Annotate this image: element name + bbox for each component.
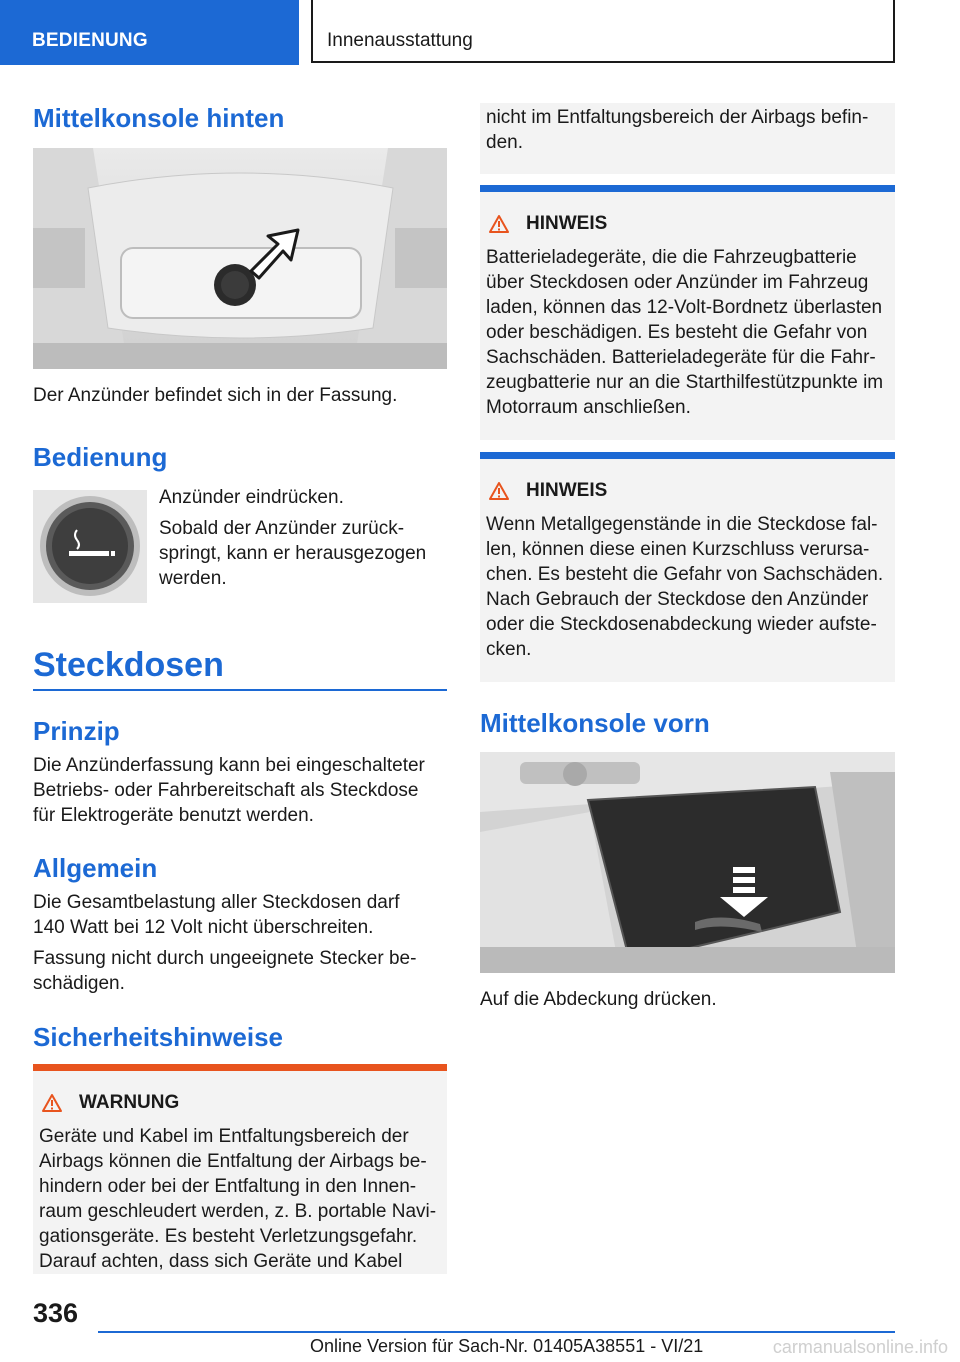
general-line2: 140 Watt bei 12 Volt nicht überschreiten. [33, 917, 374, 938]
heading-general: Allgemein [33, 853, 158, 883]
notice-line: über Steckdosen oder Anzünder im Fahrzeug [486, 272, 869, 293]
warning-line: Darauf achten, dass sich Geräte und Kabel [39, 1251, 403, 1272]
warning-continued-line1: nicht im Entfaltungsbereich der Airbags befin- [486, 107, 869, 128]
operation-step-2-line1: Sobald der Anzünder zurück- [159, 518, 405, 539]
notice-line: Batterieladegeräte, die die Fahrzeugbatterie [486, 247, 857, 268]
header-section-label: BEDIENUNG [32, 30, 148, 51]
notice-header-2 [488, 480, 607, 502]
header-chapter-box [311, 0, 895, 63]
warning-triangle-icon [41, 1093, 63, 1113]
notice-line: oder die Steckdosenabdeckung wieder aufste- [486, 614, 877, 635]
notice-line: Sachschäden. Batterieladegeräte für die Fahr- [486, 347, 876, 368]
front-console-image [480, 752, 895, 973]
warning-triangle-icon [488, 481, 510, 501]
notice-box-2 [480, 452, 895, 682]
warning-box [33, 1064, 447, 1274]
caption-front: Auf die Abdeckung drücken. [480, 989, 717, 1010]
heading-principle: Prinzip [33, 716, 120, 746]
warning-continued-box [480, 103, 895, 174]
footer-version-text: Online Version für Sach-Nr. 01405A38551 - VI/21 [310, 1336, 704, 1356]
warning-line: hindern oder bei der Entfaltung in den Innen- [39, 1176, 417, 1197]
notice-box-1 [480, 185, 895, 440]
warning-continued-line2: den. [486, 132, 523, 153]
notice-line: zeugbatterie nur an die Starthilfestützpunkte im [486, 372, 884, 393]
caption-rear: Der Anzünder befindet sich in der Fassung. [33, 385, 398, 406]
footer-divider [98, 1331, 895, 1333]
warning-title: WARNUNG [79, 1092, 180, 1113]
notice-line: len, können diese einen Kurzschluss verursa- [486, 539, 870, 560]
notice-line: cken. [486, 639, 532, 660]
notice-header-1 [488, 213, 607, 235]
page-number: 336 [33, 1298, 79, 1328]
notice-text-1 [486, 245, 889, 420]
notice-text-2 [486, 512, 889, 662]
warning-line: Geräte und Kabel im Entfaltungsbereich der [39, 1126, 409, 1147]
warning-continued-text [486, 105, 889, 155]
notice-line: laden, können das 12-Volt-Bordnetz überlasten [486, 297, 883, 318]
notice-line: Motorraum anschließen. [486, 397, 691, 418]
general-line1: Die Gesamtbelastung aller Steckdosen darf [33, 892, 400, 913]
general-line3: Fassung nicht durch ungeeignete Stecker be- [33, 948, 417, 969]
operation-text [159, 485, 449, 591]
notice-line: chen. Es besteht die Gefahr von Sachschäden. [486, 564, 884, 585]
principle-line3: für Elektrogeräte benutzt werden. [33, 805, 314, 826]
header-section-tab [0, 0, 299, 65]
heading-operation: Bedienung [33, 442, 168, 472]
principle-text [33, 753, 425, 828]
notice-bar-2 [480, 452, 895, 459]
rear-console-image [33, 148, 447, 369]
operation-step-2-line2: springt, kann er herausgezogen [159, 543, 427, 564]
warning-line: gationsgeräte. Es besteht Verletzungsgefahr. [39, 1226, 418, 1247]
notice-line: Wenn Metallgegenstände in die Steckdose fal- [486, 514, 878, 535]
warning-text [39, 1124, 441, 1274]
notice-line: oder beschädigen. Es besteht die Gefahr von [486, 322, 868, 343]
heading-safety: Sicherheitshinweise [33, 1022, 283, 1052]
header-chapter-label: Innenausstattung [327, 30, 473, 51]
warning-header [41, 1092, 179, 1114]
operation-step-2-line3: werden. [159, 568, 227, 589]
warning-triangle-icon [488, 214, 510, 234]
general-line4: schädigen. [33, 973, 125, 994]
notice-title-2: HINWEIS [526, 480, 608, 501]
notice-line: Nach Gebrauch der Steckdose den Anzünder [486, 589, 869, 610]
notice-title-1: HINWEIS [526, 213, 608, 234]
sockets-divider [33, 689, 447, 691]
principle-line1: Die Anzünderfassung kann bei eingeschalteter [33, 755, 425, 776]
principle-line2: Betriebs- oder Fahrbereitschaft als Steckdose [33, 780, 419, 801]
warning-line: raum geschleudert werden, z. B. portable Navi- [39, 1201, 437, 1222]
warning-bar [33, 1064, 447, 1071]
heading-sockets: Steckdosen [33, 646, 224, 684]
notice-bar-1 [480, 185, 895, 192]
heading-rear-console: Mittelkonsole hinten [33, 103, 285, 133]
general-text [33, 890, 416, 996]
lighter-image [33, 490, 147, 603]
warning-line: Airbags können die Entfaltung der Airbags be- [39, 1151, 427, 1172]
operation-step-1: Anzünder eindrücken. [159, 487, 344, 508]
heading-front-console: Mittelkonsole vorn [480, 708, 710, 738]
watermark: carmanualsonline.info [772, 1337, 948, 1357]
